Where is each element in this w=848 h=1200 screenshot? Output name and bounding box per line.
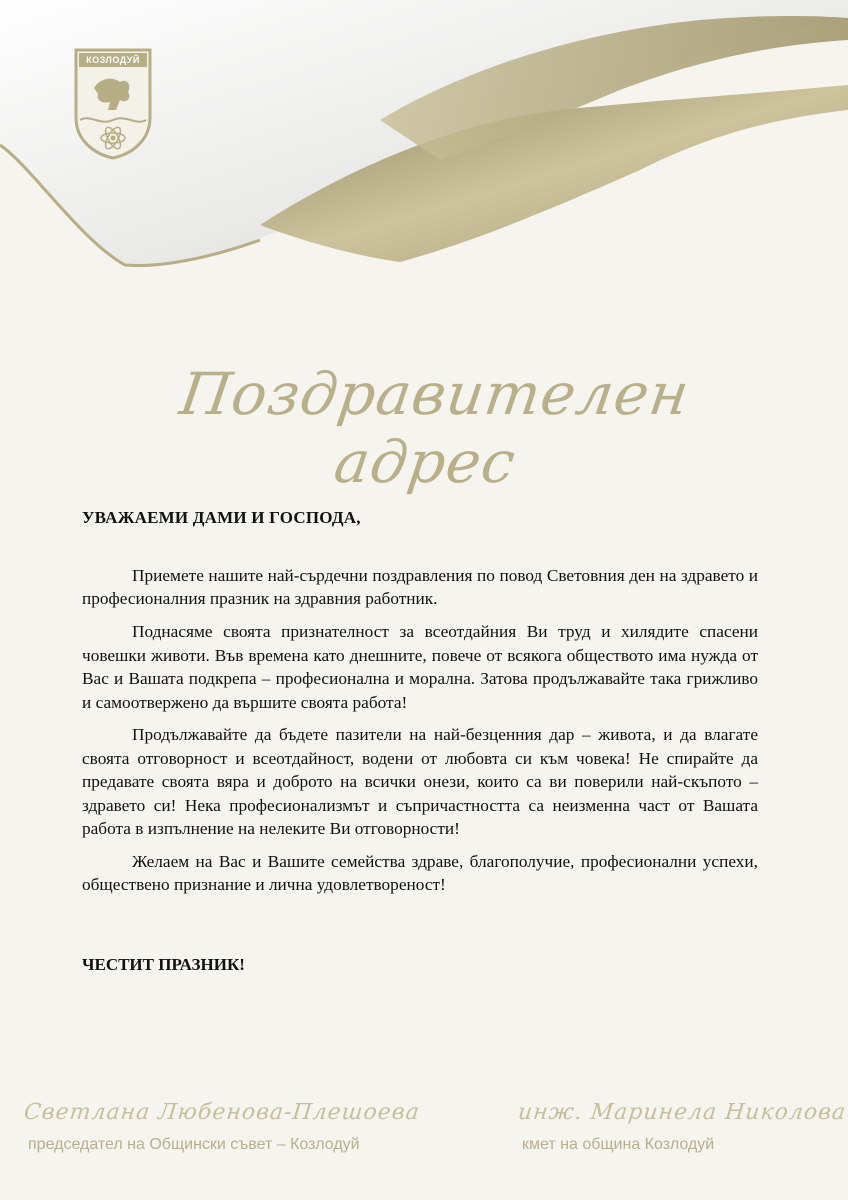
signature-role-mayor: кмет на община Козлодуй xyxy=(522,1136,715,1153)
signature-name-mayor: инж. Маринела Николова xyxy=(516,1100,848,1125)
salutation: УВАЖАЕМИ ДАМИ И ГОСПОДА, xyxy=(82,508,361,527)
paragraph: Приемете нашите най-сърдечни поздравления по повод Световния ден на здравето и професионалния празник на здравния работник. xyxy=(82,566,758,609)
document-title: Поздравителен адрес xyxy=(175,360,694,496)
paragraph: Поднасяме своята признателност за всеотдайния Ви труд и хилядите спасени човешки животи. Във времена като днешните, повече от всякога обществото има нужда от Вас и Вашата подкрепа – професионална и морална. Затова продължавайте така грижливо и самоотвержено да вършите своята работа! xyxy=(82,622,758,712)
paragraph: Желаем на Вас и Вашите семейства здраве, благополучие, професионални успехи, обществено признание и лична удовлетвореност! xyxy=(82,851,758,895)
signature-name-chair: Светлана Любенова-Плешоева xyxy=(22,1100,422,1125)
closing-line: ЧЕСТИТ ПРАЗНИК! xyxy=(82,955,245,974)
kozloduy-emblem xyxy=(74,48,152,160)
signature-role-chair: председател на Общински съвет – Козлодуй xyxy=(28,1136,360,1153)
letter-body xyxy=(82,564,758,906)
emblem-label: КОЗЛОДУЙ xyxy=(86,55,140,65)
paragraph: Продължавайте да бъдете пазители на най-безценния дар – живота, и да влагате своята отговорност и всеотдайност, водени от любовта си към човека! Не спирайте да предавате своята вяра и доброто на всички онези, които са ви поверили най-скъпото – здравето си! Нека професионализмът и съпричастността са неизменна част от Вашата работа в изпълнение на нелеките Ви отговорности! xyxy=(82,725,758,839)
